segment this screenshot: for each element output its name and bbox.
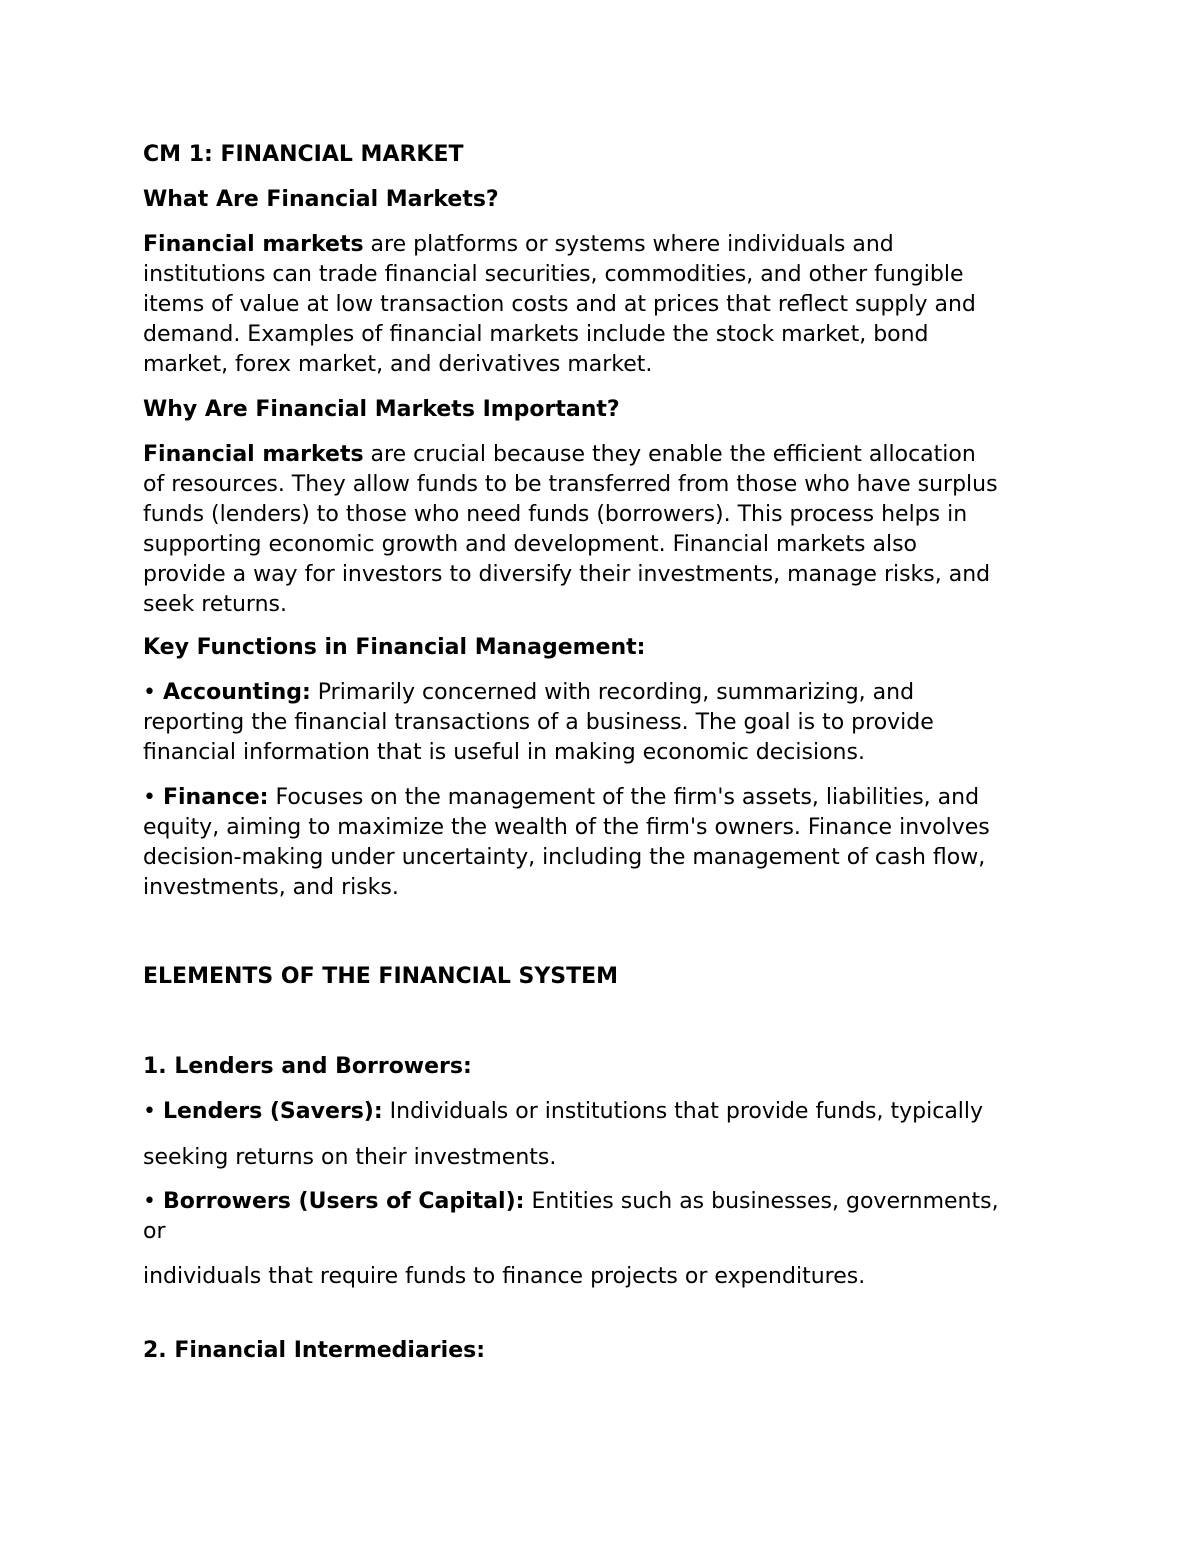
- paragraph-line: decision-making under uncertainty, including the management of cash flow,: [143, 845, 986, 870]
- paragraph-line: individuals that require funds to finance projects or expenditures.: [143, 1264, 866, 1289]
- term-financial-markets: Financial markets: [143, 232, 364, 257]
- term-financial-markets: Financial markets: [143, 442, 364, 467]
- text-run: Entities such as businesses, governments,: [524, 1189, 999, 1214]
- paragraph-line: [143, 230, 1073, 260]
- subheading-financial-intermediaries: 2. Financial Intermediaries:: [143, 1338, 486, 1363]
- paragraph-line: of resources. They allow funds to be transferred from those who have surplus: [143, 472, 998, 497]
- section-heading-what-are: What Are Financial Markets?: [143, 187, 499, 212]
- term-accounting: Accounting:: [162, 680, 311, 705]
- term-finance: Finance:: [162, 785, 269, 810]
- paragraph-line: equity, aiming to maximize the wealth of the firm's owners. Finance involves: [143, 815, 990, 840]
- paragraph-line: market, forex market, and derivatives market.: [143, 352, 653, 377]
- bullet-item-accounting: [143, 678, 1073, 768]
- paragraph-line: provide a way for investors to diversify their investments, manage risks, and: [143, 562, 991, 587]
- paragraph-why-important: [143, 440, 1073, 620]
- paragraph-line: institutions can trade financial securities, commodities, and other fungible: [143, 262, 964, 287]
- paragraph-line: items of value at low transaction costs and at prices that reflect supply and: [143, 292, 976, 317]
- text-run: Primarily concerned with recording, summarizing, and: [310, 680, 915, 705]
- bullet-item-lenders: [143, 1097, 983, 1127]
- section-heading-key-functions: Key Functions in Financial Management:: [143, 635, 646, 660]
- paragraph-line: or: [143, 1219, 166, 1244]
- paragraph-line: financial information that is useful in making economic decisions.: [143, 740, 865, 765]
- bullet-icon: •: [143, 1189, 156, 1214]
- section-heading-why-important: Why Are Financial Markets Important?: [143, 397, 620, 422]
- text-run: are crucial because they enable the efficient allocation: [363, 442, 976, 467]
- section-heading-elements: ELEMENTS OF THE FINANCIAL SYSTEM: [143, 964, 619, 989]
- paragraph-line: investments, and risks.: [143, 875, 399, 900]
- paragraph-line: [143, 783, 1073, 813]
- bullet-icon: •: [143, 785, 156, 810]
- text-run: Individuals or institutions that provide funds, typically: [382, 1099, 984, 1124]
- paragraph-line: [143, 678, 1073, 708]
- paragraph-line: funds (lenders) to those who need funds (borrowers). This process helps in: [143, 502, 968, 527]
- term-borrowers: Borrowers (Users of Capital):: [162, 1189, 525, 1214]
- paragraph-line: supporting economic growth and development. Financial markets also: [143, 532, 918, 557]
- bullet-item-borrowers: [143, 1187, 999, 1217]
- paragraph-line: [143, 440, 1073, 470]
- text-run: Focuses on the management of the firm's assets, liabilities, and: [268, 785, 980, 810]
- paragraph-line: seeking returns on their investments.: [143, 1145, 557, 1170]
- paragraph-line: seek returns.: [143, 592, 287, 617]
- bullet-item-finance: [143, 783, 1073, 903]
- paragraph-line: reporting the financial transactions of a business. The goal is to provide: [143, 710, 934, 735]
- paragraph-what-are: [143, 230, 1073, 380]
- bullet-icon: •: [143, 1099, 156, 1124]
- document-title: CM 1: FINANCIAL MARKET: [143, 142, 464, 167]
- text-run: are platforms or systems where individuals and: [363, 232, 894, 257]
- paragraph-line: demand. Examples of financial markets include the stock market, bond: [143, 322, 929, 347]
- term-lenders: Lenders (Savers):: [162, 1099, 383, 1124]
- subheading-lenders-borrowers: 1. Lenders and Borrowers:: [143, 1054, 472, 1079]
- bullet-icon: •: [143, 680, 156, 705]
